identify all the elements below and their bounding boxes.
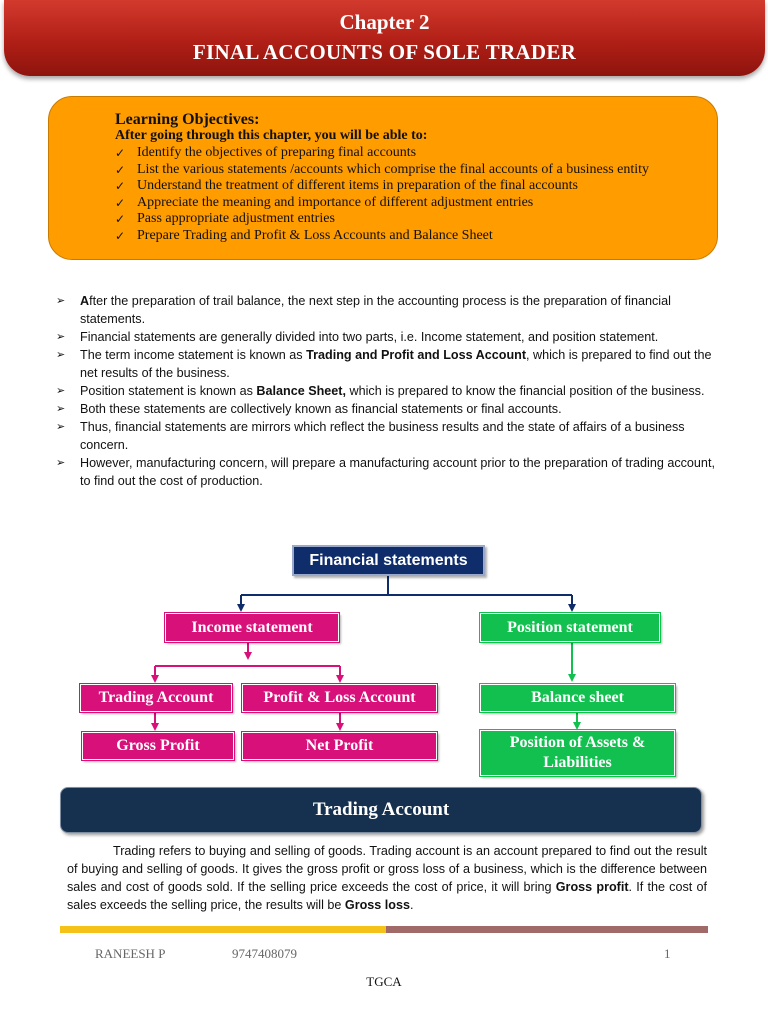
objective-item — [115, 178, 649, 195]
check-icon: ✓ — [115, 212, 126, 227]
footer-org: TGCA — [366, 974, 402, 989]
bullet-item: ➢ Thus, financial statements are mirrors which reflect the business results and the state of affairs of a business concern. — [56, 420, 685, 452]
objective-text: Prepare Trading and Profit & Loss Accounts and Balance Sheet — [137, 227, 493, 243]
trading-account-paragraph: Trading refers to buying and selling of goods. Trading account is an account prepared to find out the result of buying and selling of goods. It gives the gross profit or gross loss of a business, which is the difference between sales and cost of goods sold. If the selling price exceeds the cost of price, it will bring Gross profit. If the cost of sales exceeds the selling price, the results will be Gross loss. — [67, 844, 707, 912]
intro-bullets — [56, 292, 716, 490]
objective-text: Identify the objectives of preparing final accounts — [137, 145, 417, 160]
root-connector — [241, 576, 572, 608]
arrow-bullet-icon: ➢ — [56, 456, 66, 469]
node-net-profit: Net Profit — [242, 732, 437, 760]
objective-text: List the various statements /accounts which comprise the final accounts of a business entity — [137, 161, 650, 177]
objective-item — [115, 162, 649, 179]
footer-bar-brown — [386, 926, 708, 933]
check-icon: ✓ — [115, 146, 126, 160]
node-financial-statements: Financial statements — [292, 545, 485, 576]
node-gross-profit: Gross Profit — [82, 732, 234, 760]
arrow-bullet-icon: ➢ — [56, 294, 66, 307]
node-balance-sheet: Balance sheet — [480, 684, 675, 712]
objective-item — [115, 145, 649, 162]
bullet-item: ➢ Financial statements are generally divided into two parts, i.e. Income statement, and position statement. — [56, 330, 659, 344]
chapter-number: Chapter 2 — [339, 10, 430, 34]
footer-bar-yellow — [60, 926, 386, 933]
bullet-item: ➢ However, manufacturing concern, will prepare a manufacturing account prior to the preparation of trading account, to find out the cost of production. — [56, 456, 715, 488]
check-icon: ✓ — [115, 195, 126, 210]
objectives-subtitle: After going through this chapter, you will be able to: — [115, 128, 428, 143]
arrow-bullet-icon: ➢ — [56, 330, 66, 343]
footer-phone: 9747408079 — [232, 946, 297, 961]
trading-account-header: Trading Account — [60, 787, 702, 833]
bullet-item: ➢ Position statement is known as Balance Sheet, which is prepared to know the financial position of the business. — [56, 384, 705, 398]
page-number: 1 — [664, 946, 671, 961]
chapter-banner — [4, 0, 765, 76]
objectives-list — [115, 145, 649, 245]
objectives-title: Learning Objectives: — [115, 111, 260, 128]
check-icon: ✓ — [115, 228, 126, 243]
check-icon: ✓ — [115, 179, 126, 194]
node-position-statement: Position statement — [480, 613, 660, 642]
arrow-bullet-icon: ➢ — [56, 402, 66, 415]
node-profit-loss-account: Profit & Loss Account — [242, 684, 437, 712]
bullet-item: ➢ After the preparation of trail balance, the next step in the accounting process is the preparation of financial statements. — [56, 294, 671, 326]
objective-item — [115, 228, 649, 245]
arrow-bullet-icon: ➢ — [56, 348, 66, 361]
objective-item — [115, 195, 649, 212]
objective-text: Appreciate the meaning and importance of different adjustment entries — [137, 194, 534, 210]
learning-objectives-box — [48, 96, 718, 260]
bullet-item: ➢ The term income statement is known as Trading and Profit and Loss Account, which is prepared to find out the net results of the business. — [56, 348, 712, 380]
node-income-statement: Income statement — [165, 613, 339, 642]
arrow-bullet-icon: ➢ — [56, 384, 66, 397]
footer-author-name: RANEESH P — [95, 946, 166, 961]
arrow-bullet-icon: ➢ — [56, 420, 66, 433]
check-icon: ✓ — [115, 162, 126, 177]
chapter-title: FINAL ACCOUNTS OF SOLE TRADER — [192, 40, 577, 64]
node-assets-liabilities: Position of Assets & Liabilities — [480, 730, 675, 776]
node-trading-account: Trading Account — [80, 684, 232, 712]
objective-text: Pass appropriate adjustment entries — [137, 211, 335, 227]
bullet-item: ➢ Both these statements are collectively known as financial statements or final accounts. — [56, 402, 562, 416]
objective-item — [115, 211, 649, 228]
objective-text: Understand the treatment of different items in preparation of the final accounts — [137, 178, 578, 194]
